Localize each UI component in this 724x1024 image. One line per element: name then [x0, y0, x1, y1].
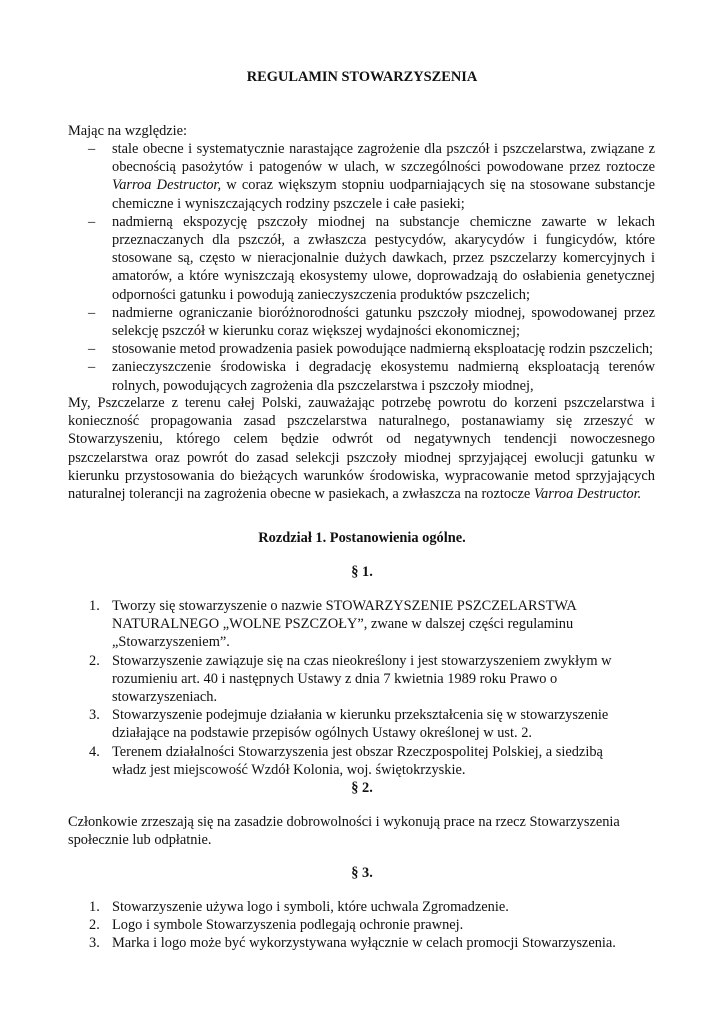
item-text: Logo i symbole Stowarzyszenia podlegają ochronie prawnej.	[112, 917, 464, 934]
preamble-bullet	[88, 140, 655, 213]
preamble-bullet	[88, 340, 655, 358]
preamble-bullet	[88, 213, 655, 304]
bullet-dash: –	[88, 341, 96, 358]
section-heading-2: § 2.	[351, 780, 373, 796]
closing-text: My, Pszczelarze z terenu całej Polski, zauważając potrzebę powrotu do korzeni pszczelarstwa i konieczność propagowania zasad pszczelarstwa naturalnego, postanawiamy się zrzeszyć w Stowarzyszeniu, którego celem będzie odwrót od negatywnych tendencji nowoczesnego pszczelarstwa oraz powrót do zasad selekcji pszczoły miodnej sprzyjającej ewolucji gatunku w kierunku przystosowania do bieżących warunków środowiska, wypracowanie metod sprzyjających naturalnej tolerancji na zagrożenia obecne w pasiekach, a zwłaszcza na roztocze	[68, 395, 655, 503]
item-number: 2.	[89, 652, 100, 669]
bullet-text: zanieczyszczenie środowiska i degradację ekosystemu nadmierną eksploatacją terenów rolnych, powodujących zagrożenia dla pszczelarstwa i pszczoły miodnej,	[112, 359, 655, 394]
bullet-dash: –	[88, 359, 96, 376]
item-text: Marka i logo może być wykorzystywana wyłącznie w celach promocji Stowarzyszenia.	[112, 935, 616, 952]
item-number: 1.	[89, 899, 100, 915]
bullet-text: nadmierne ograniczanie bioróżnorodności gatunku pszczoły miodnej, spowodowanej przez selekcję pszczół w kierunku coraz większej wydajności ekonomicznej;	[112, 304, 655, 340]
preamble-bullet	[88, 358, 655, 394]
bullet-dash: –	[88, 213, 96, 230]
item-number: 1.	[89, 598, 100, 614]
section-2-paragraph: Członkowie zrzeszają się na zasadzie dobrowolności i wykonują prace na rzecz Stowarzyszenia społecznie lub odpłatnie.	[68, 814, 620, 849]
preamble-bullet-list	[88, 140, 655, 395]
bullet-italic-text: Varroa Destructor,	[112, 177, 222, 194]
numbered-item	[89, 916, 672, 934]
preamble-closing-paragraph	[68, 394, 655, 503]
section-3-list	[89, 898, 672, 953]
section-1-list	[89, 597, 632, 779]
bullet-text: stale obecne i systematycznie narastające zagrożenie dla pszczół i pszczelarstwa, związane z obecnością pasożytów i patogenów w ulach, w szczególności powodowane przez roztocze	[112, 141, 655, 176]
bullet-text: nadmierną ekspozycję pszczoły miodnej na substancje chemiczne zawarte w lekach przeznaczanych dla pszczół, a zwłaszcza pestycydów, akarycydów i fungicydów, które stosowane są, często w nieracjonalnie dużych dawkach, przez pszczelarzy komercyjnych i amatorów, a które wyniszczają ekosystemy ulowe, doprowadzają do osłabienia genetycznej odporności gatunku i powodują zanieczyszczenia produktów pszczelich;	[112, 213, 655, 303]
chapter-heading: Rozdział 1. Postanowienia ogólne.	[258, 530, 466, 546]
bullet-dash: –	[88, 141, 96, 157]
item-text: Stowarzyszenie podejmuje działania w kierunku przekształcenia się w stowarzyszenie działające na podstawie przepisów ogólnych Ustawy określonej w ust. 2.	[112, 707, 609, 742]
item-text: Stowarzyszenie używa logo i symboli, które uchwala Zgromadzenie.	[112, 899, 509, 915]
bullet-dash: –	[88, 304, 96, 321]
preamble-intro: Mając na względzie:	[68, 123, 188, 139]
section-heading-1: § 1.	[351, 564, 373, 580]
item-number: 4.	[89, 743, 100, 760]
numbered-item	[89, 652, 632, 707]
item-text: Terenem działalności Stowarzyszenia jest obszar Rzeczpospolitej Polskiej, a siedzibą władz jest miejscowość Wzdół Kolonia, woj. świętokrzyskie.	[112, 743, 603, 778]
numbered-item	[89, 898, 672, 916]
closing-italic-text: Varroa Destructor.	[533, 486, 642, 503]
item-text: Tworzy się stowarzyszenie o nazwie STOWARZYSZENIE PSZCZELARSTWA NATURALNEGO „WOLNE PSZCZOŁY”, zwane w dalszej części regulaminu „Stowarzyszeniem”.	[112, 598, 576, 651]
section-heading-3: § 3.	[351, 865, 373, 881]
bullet-text: stosowanie metod prowadzenia pasiek powodujące nadmierną eksploatację rodzin pszczelich;	[112, 341, 654, 358]
preamble-bullet	[88, 304, 655, 340]
item-text: Stowarzyszenie zawiązuje się na czas nieokreślony i jest stowarzyszeniem zwykłym w rozumieniu art. 40 i następnych Ustawy z dnia 7 kwietnia 1989 roku Prawo o stowarzyszeniach.	[112, 652, 612, 706]
item-number: 2.	[89, 917, 100, 934]
numbered-item	[89, 934, 672, 952]
item-number: 3.	[89, 707, 100, 724]
numbered-item	[89, 597, 632, 652]
bullet-text-end: w coraz większym stopniu uodparniających się na stosowane substancje chemiczne i wyniszczających rodziny pszczele i całe pasieki;	[112, 177, 655, 212]
item-number: 3.	[89, 935, 100, 952]
numbered-item	[89, 706, 632, 742]
numbered-item	[89, 743, 632, 779]
document-title: REGULAMIN STOWARZYSZENIA	[246, 69, 478, 85]
